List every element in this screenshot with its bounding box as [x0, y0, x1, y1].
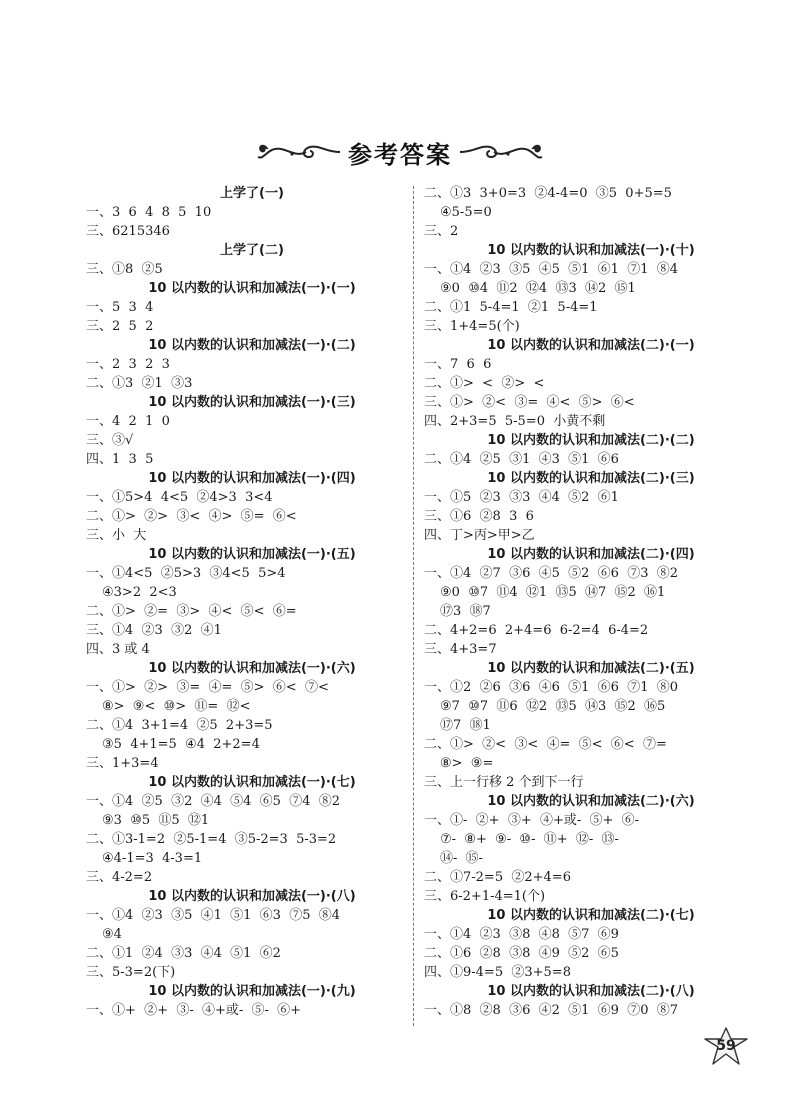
- answer-line: 一、①5>4 4<5 ②4>3 3<4: [86, 490, 273, 505]
- section-heading: 上学了(二): [220, 243, 284, 258]
- answer-line: 三、4-2=2: [86, 870, 153, 885]
- section-heading: 10 以内数的认识和加减法(一)·(七): [148, 775, 356, 790]
- answer-line: ⑨0 ⑩4 ⑪2 ⑫4 ⑬3 ⑭2 ⑮1: [440, 281, 636, 296]
- answer-line: 二、①4 ②5 ③1 ④3 ⑤1 ⑥6: [424, 452, 619, 467]
- answer-line: 二、①3-1=2 ②5-1=4 ③5-2=3 5-3=2: [86, 832, 337, 847]
- answer-line: 一、①4 ②3 ③5 ④5 ⑤1 ⑥1 ⑦1 ⑧4: [424, 262, 679, 277]
- answer-line: 三、上一行移 2 个到下一行: [424, 775, 584, 790]
- answer-line: 二、①4 3+1=4 ②5 2+3=5: [86, 718, 273, 733]
- answer-line: ⑦- ⑧+ ⑨- ⑩- ⑪+ ⑫- ⑬-: [440, 832, 619, 847]
- answer-line: 二、①3 ②1 ③3: [86, 376, 193, 391]
- answer-line: 二、①3 3+0=3 ②4-4=0 ③5 0+5=5: [424, 186, 672, 201]
- answer-line: 一、5 3 4: [86, 300, 154, 315]
- answer-line: 三、①8 ②5: [86, 262, 163, 277]
- answer-line: 一、①4 ②7 ③6 ④5 ⑤2 ⑥6 ⑦3 ⑧2: [424, 566, 679, 581]
- section-heading: 10 以内数的认识和加减法(一)·(十): [487, 243, 695, 258]
- answer-line: 三、①6 ②8 3 6: [424, 509, 534, 524]
- section-heading: 10 以内数的认识和加减法(二)·(八): [487, 984, 695, 999]
- page-title: 参考答案: [348, 140, 452, 169]
- section-heading: 10 以内数的认识和加减法(一)·(一): [148, 281, 356, 296]
- section-heading: 10 以内数的认识和加减法(一)·(二): [148, 338, 356, 353]
- answer-line: 三、5-3=2(下): [86, 965, 176, 980]
- left-answer-column: [86, 184, 404, 1020]
- answer-line: 四、1 3 5: [86, 452, 154, 467]
- answer-line: 四、丁>丙>甲>乙: [424, 528, 535, 543]
- section-heading: 10 以内数的认识和加减法(二)·(七): [487, 908, 695, 923]
- answer-line: 一、①- ②+ ③+ ④+或- ⑤+ ⑥-: [424, 813, 640, 828]
- answer-line: 一、①4 ②3 ③8 ④8 ⑤7 ⑥9: [424, 927, 619, 942]
- section-heading: 10 以内数的认识和加减法(一)·(六): [148, 661, 356, 676]
- left-scroll-ornament-icon: [256, 139, 342, 165]
- answer-line: 三、1+3=4: [86, 756, 159, 771]
- answer-line: 二、①1 5-4=1 ②1 5-4=1: [424, 300, 598, 315]
- answer-line: 一、①+ ②+ ③- ④+或- ⑤- ⑥+: [86, 1003, 302, 1018]
- answer-line: ⑨0 ⑩7 ⑪4 ⑫1 ⑬5 ⑭7 ⑮2 ⑯1: [440, 585, 666, 600]
- answer-line: 四、①9-4=5 ②3+5=8: [424, 965, 571, 980]
- answer-line: 一、①4<5 ②5>3 ③4<5 5>4: [86, 566, 286, 581]
- answer-line: 一、3 6 4 8 5 10: [86, 205, 212, 220]
- page-title-banner: [0, 132, 800, 172]
- page-number: 59: [716, 1038, 736, 1054]
- answer-line: ⑧> ⑨< ⑩> ⑪= ⑫<: [102, 699, 251, 714]
- answer-line: ⑨7 ⑩7 ⑪6 ⑫2 ⑬5 ⑭3 ⑮2 ⑯5: [440, 699, 666, 714]
- answer-line: ⑰7 ⑱1: [440, 718, 491, 733]
- answer-line: 四、2+3=5 5-5=0 小黄不剩: [424, 414, 606, 429]
- answer-line: 一、①4 ②3 ③5 ④1 ⑤1 ⑥3 ⑦5 ⑧4: [86, 908, 341, 923]
- page-number-badge: [703, 1027, 749, 1067]
- answer-line: 一、①4 ②5 ③2 ④4 ⑤4 ⑥5 ⑦4 ⑧2: [86, 794, 341, 809]
- right-scroll-ornament-icon: [458, 139, 544, 165]
- answer-line: 三、2 5 2: [86, 319, 154, 334]
- answer-line: ⑨4: [102, 927, 122, 942]
- answer-line: ⑭- ⑮-: [440, 851, 484, 866]
- answer-line: 二、①> ②> ③< ④> ⑤= ⑥<: [86, 509, 297, 524]
- answer-line: 一、①> ②> ③= ④= ⑤> ⑥< ⑦<: [86, 680, 329, 695]
- answer-line: ④3>2 2<3: [102, 585, 177, 600]
- answer-line: ③5 4+1=5 ④4 2+2=4: [102, 737, 260, 752]
- answer-line: 三、1+4=5(个): [424, 319, 520, 334]
- answer-line: ④4-1=3 4-3=1: [102, 851, 203, 866]
- section-heading: 10 以内数的认识和加减法(一)·(三): [148, 395, 356, 410]
- answer-line: 一、①2 ②6 ③6 ④6 ⑤1 ⑥6 ⑦1 ⑧0: [424, 680, 679, 695]
- section-heading: 10 以内数的认识和加减法(二)·(三): [487, 471, 695, 486]
- answer-line: ④5-5=0: [440, 205, 492, 220]
- answer-line: ⑧> ⑨=: [440, 756, 494, 771]
- answer-line: 二、①6 ②8 ③8 ④9 ⑤2 ⑥5: [424, 946, 619, 961]
- answer-line: 一、①8 ②8 ③6 ④2 ⑤1 ⑥9 ⑦0 ⑧7: [424, 1003, 679, 1018]
- answer-line: 二、①> ②= ③> ④< ⑤< ⑥=: [86, 604, 297, 619]
- answer-line: ⑰3 ⑱7: [440, 604, 491, 619]
- answer-line: 三、①> ②< ③= ④< ⑤> ⑥<: [424, 395, 635, 410]
- answer-line: 二、①> < ②> <: [424, 376, 545, 391]
- answer-line: 三、①4 ②3 ③2 ④1: [86, 623, 222, 638]
- section-heading: 10 以内数的认识和加减法(二)·(二): [487, 433, 695, 448]
- section-heading: 上学了(一): [220, 186, 284, 201]
- answer-line: 三、2: [424, 224, 459, 239]
- answer-line: 二、①> ②< ③< ④= ⑤< ⑥< ⑦=: [424, 737, 667, 752]
- section-heading: 10 以内数的认识和加减法(一)·(九): [148, 984, 356, 999]
- section-heading: 10 以内数的认识和加减法(二)·(五): [487, 661, 695, 676]
- answer-line: 一、4 2 1 0: [86, 414, 170, 429]
- answer-line: 三、6-2+1-4=1(个): [424, 889, 546, 904]
- answer-line: 二、4+2=6 2+4=6 6-2=4 6-4=2: [424, 623, 649, 638]
- section-heading: 10 以内数的认识和加减法(一)·(四): [148, 471, 356, 486]
- answer-line: 三、4+3=7: [424, 642, 497, 657]
- answer-line: 一、7 6 6: [424, 357, 492, 372]
- section-heading: 10 以内数的认识和加减法(二)·(一): [487, 338, 695, 353]
- section-heading: 10 以内数的认识和加减法(一)·(五): [148, 547, 356, 562]
- section-heading: 10 以内数的认识和加减法(二)·(六): [487, 794, 695, 809]
- answer-line: ⑨3 ⑩5 ⑪5 ⑫1: [102, 813, 210, 828]
- answer-line: 一、①5 ②3 ③3 ④4 ⑤2 ⑥1: [424, 490, 619, 505]
- section-heading: 10 以内数的认识和加减法(二)·(四): [487, 547, 695, 562]
- answer-line: 三、③√: [86, 433, 134, 448]
- answer-line: 四、3 或 4: [86, 642, 150, 657]
- answer-line: 三、6215346: [86, 224, 170, 239]
- column-divider: [413, 186, 414, 1026]
- answer-line: 三、小 大: [86, 528, 147, 543]
- answer-line: 二、①7-2=5 ②2+4=6: [424, 870, 571, 885]
- right-answer-column: [424, 184, 744, 1020]
- section-heading: 10 以内数的认识和加减法(一)·(八): [148, 889, 356, 904]
- answer-line: 二、①1 ②4 ③3 ④4 ⑤1 ⑥2: [86, 946, 281, 961]
- answer-line: 一、2 3 2 3: [86, 357, 170, 372]
